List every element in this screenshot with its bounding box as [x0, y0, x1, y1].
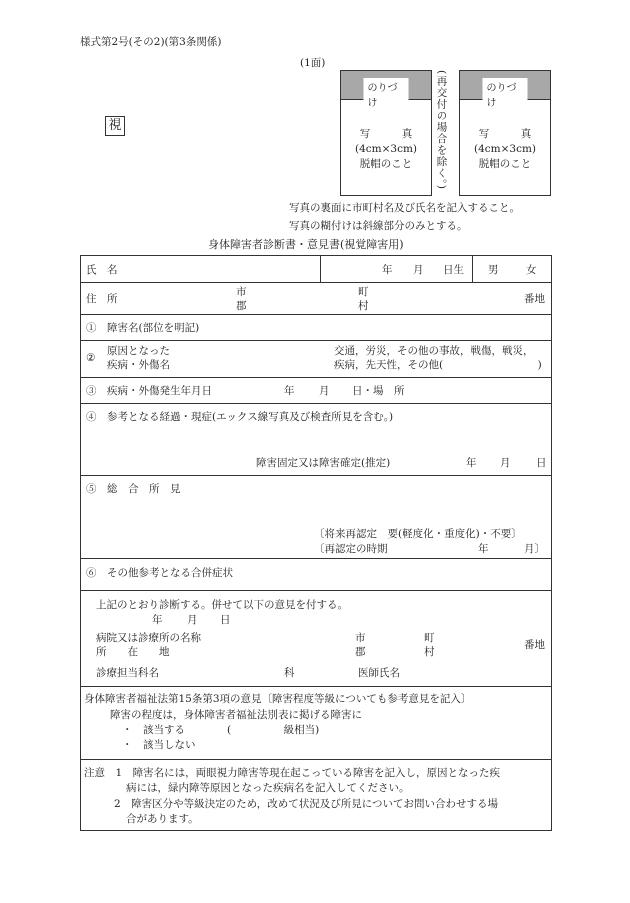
recertification-need: 〔将来再認定 要(軽度化・重度化)・不要〕 [314, 528, 522, 540]
diagnosis-month: 月 [187, 614, 198, 626]
note-1b: 病には，緑内障等原因となった疾病名を記入してください。 [126, 782, 410, 794]
onset-year: 年 [284, 385, 295, 397]
glue-label: のりづけ [364, 78, 409, 110]
birth-month: 月 [413, 264, 424, 276]
address-banchi: 番地 [524, 293, 545, 305]
department-suffix: 科 [284, 667, 295, 679]
photo-note-1: 写真の裏面に市町村名及び氏名を記入すること。 [289, 202, 520, 214]
photo-box-left [340, 70, 432, 196]
address-gun: 郡 [236, 300, 247, 312]
diagnosis-statement: 上記のとおり診断する。併せて以下の意見を付する。 [96, 599, 348, 611]
note-2b: 合があります。 [126, 813, 199, 825]
cause-label-1: 原因となった [107, 345, 170, 357]
photo-size: (4cm×3cm) [354, 143, 418, 155]
overall-findings-label: ⑤ 総 合 所 見 [86, 483, 181, 495]
birth-day: 日生 [443, 264, 464, 276]
row2-number: ② [86, 352, 96, 364]
photo-label: 写 真 [359, 128, 413, 140]
complications-label: ⑥ その他参考となる合併症状 [86, 567, 233, 579]
hospital-city: 市 [355, 632, 366, 644]
birth-year: 年 [382, 264, 393, 276]
hospital-gun: 郡 [355, 646, 366, 658]
reissue-note: (再交付の場合を除く。) [435, 70, 448, 190]
progress-findings-label: ④ 参考となる経過・現症(エックス線写真及び検査所見を含む。) [86, 411, 394, 423]
cause-options-1: 交通，労災，その他の事故，戦傷，戦災， [334, 345, 534, 357]
name-label: 氏 名 [86, 264, 118, 276]
diagnosis-day: 日 [220, 614, 231, 626]
page-number: (1面) [300, 57, 326, 69]
sex-female: 女 [526, 264, 537, 276]
recert-month: 月〕 [524, 543, 545, 555]
hospital-name-label: 病院又は診療所の名称 [96, 632, 201, 644]
fixation-label: 障害固定又は障害確定(推定) [256, 457, 391, 469]
glue-label: のりづけ [483, 78, 528, 110]
photo-no-hat: 脱帽のこと [359, 158, 413, 170]
photo-note-2: 写真の糊付けは斜線部分のみとする。 [289, 220, 468, 232]
fixation-month: 月 [500, 457, 511, 469]
hospital-banchi: 番地 [524, 639, 545, 651]
opinion-degree: 障害の程度は，身体障害者福祉法別表に掲げる障害に [110, 709, 362, 721]
address-town: 町 [358, 286, 369, 298]
address-label: 住 所 [86, 293, 118, 305]
photo-no-hat: 脱帽のこと [478, 158, 532, 170]
disability-name: ① 障害名(部位を明記) [86, 322, 200, 334]
hospital-address-label: 所 在 地 [96, 646, 170, 658]
hospital-town: 町 [424, 632, 435, 644]
onset-day-place: 日・場 所 [352, 385, 405, 397]
note-2a: 2 障害区分や等級決定のため，改めて状況及び所見についてお問い合わせする場 [114, 798, 499, 810]
note-1a: 注意 1 障害名には，両眼視力障害等現在起こっている障害を記入し，原因となった疾 [84, 767, 500, 779]
visual-category-stamp: 視 [105, 116, 125, 136]
onset-date-label: ③ 疾病・外傷発生年月日 [86, 385, 212, 397]
form-number: 様式第2号(その2)(第3条関係) [80, 36, 222, 48]
hospital-village: 村 [424, 646, 435, 658]
photo-label: 写 真 [478, 128, 532, 140]
cause-label-2: 疾病・外傷名 [107, 359, 170, 371]
sex-male: 男 [488, 264, 499, 276]
fixation-year: 年 [466, 457, 477, 469]
fixation-day: 日 [536, 457, 547, 469]
opinion-applicable: ・ 該当する ( 級相当) [122, 724, 320, 736]
opinion-heading: 身体障害者福祉法第15条第3項の意見〔障害程度等級についても参考意見を記入〕 [84, 693, 472, 705]
opinion-not-applicable: ・ 該当しない [122, 739, 196, 751]
recertification-timing: 〔再認定の時期 [314, 543, 388, 555]
recert-year: 年 [478, 543, 489, 555]
address-village: 村 [358, 300, 369, 312]
photo-box-right [459, 70, 551, 196]
diagnosis-year: 年 [152, 614, 163, 626]
address-city: 市 [236, 286, 247, 298]
photo-size: (4cm×3cm) [473, 143, 537, 155]
document-title: 身体障害者診断書・意見書(視覚障害用) [208, 238, 404, 251]
doctor-name-label: 医師氏名 [358, 667, 400, 679]
onset-month: 月 [319, 385, 330, 397]
department-label: 診療担当科名 [96, 667, 159, 679]
cause-options-2: 疾病，先天性，その他( ) [334, 359, 542, 371]
